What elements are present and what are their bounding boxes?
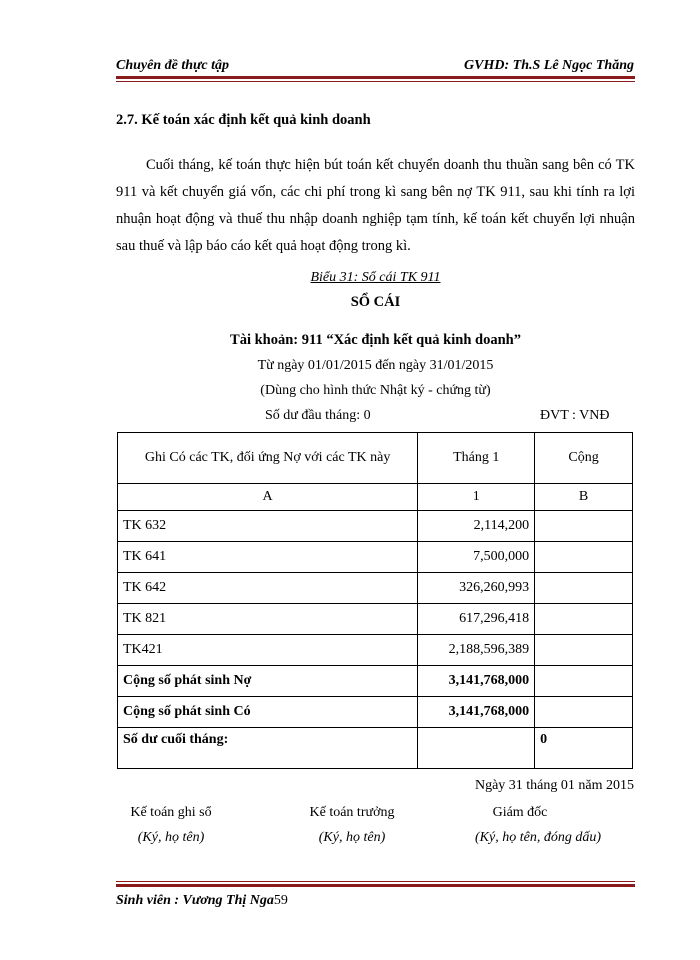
closing-balance-label: Số dư cuối tháng: [118, 728, 418, 769]
closing-balance-row [118, 728, 633, 769]
footer-rule-thin [116, 881, 635, 882]
ledger-period: Từ ngày 01/01/2015 đến ngày 31/01/2015 [257, 358, 494, 373]
table-row [118, 635, 633, 666]
row-total [535, 573, 633, 604]
row-account: TK421 [118, 635, 418, 666]
total-debit-month1: 3,141,768,000 [418, 666, 535, 697]
total-debit-row [118, 666, 633, 697]
signature-note-director: (Ký, họ tên, đóng dấu) [475, 830, 601, 845]
total-credit-label: Cộng số phát sinh Có [118, 697, 418, 728]
table-header-row [118, 433, 633, 484]
section-title: 2.7. Kế toán xác định kết quả kinh doanh [116, 112, 371, 128]
ledger-table [117, 432, 633, 769]
ledger-caption: Biểu 31: Sổ cái TK 911 [310, 270, 441, 285]
row-total [535, 604, 633, 635]
column-header-accounts: Ghi Có các TK, đối ứng Nợ với các TK này [118, 433, 418, 484]
header-rule-thick [116, 76, 635, 79]
row-month1: 7,500,000 [418, 542, 535, 573]
signature-title-director: Giám đốc [492, 805, 548, 820]
table-row [118, 573, 633, 604]
total-debit-total [535, 666, 633, 697]
ledger-title: SỔ CÁI [350, 294, 401, 310]
total-credit-row [118, 697, 633, 728]
table-row [118, 511, 633, 542]
ledger-account: Tài khoản: 911 “Xác định kết quả kinh doanh” [230, 332, 521, 348]
row-total [535, 635, 633, 666]
header-rule-thin [116, 81, 635, 82]
signature-note-bookkeeper: (Ký, họ tên) [137, 830, 205, 845]
row-month1: 2,188,596,389 [418, 635, 535, 666]
row-account: TK 641 [118, 542, 418, 573]
row-total [535, 542, 633, 573]
page-number: 59 [273, 893, 288, 908]
row-account: TK 821 [118, 604, 418, 635]
signature-note-chief-accountant: (Ký, họ tên) [318, 830, 386, 845]
unit-label: ĐVT : VNĐ [540, 408, 610, 423]
footer-rule-thick [116, 884, 635, 887]
total-debit-label: Cộng số phát sinh Nợ [118, 666, 418, 697]
total-credit-total [535, 697, 633, 728]
closing-balance-total: 0 [535, 728, 633, 769]
date-line: Ngày 31 tháng 01 năm 2015 [474, 778, 634, 793]
row-account: TK 632 [118, 511, 418, 542]
total-credit-month1: 3,141,768,000 [418, 697, 535, 728]
body-paragraph: Cuối tháng, kế toán thực hiện bút toán kết chuyển doanh thu thuần sang bên có TK 911 và kết chuyển giá vốn, các chi phí trong kì sang bên nợ TK 911, sau khi tính ra lợi nhuận hoạt động và thuế thu nhập doanh nghiệp tạm tính, kế toán kết chuyển lợi nhuận sau thuế và lập báo cáo kết quả hoạt động trong kì. [116, 157, 635, 254]
ledger-form: (Dùng cho hình thức Nhật ký - chứng từ) [260, 383, 491, 398]
footer-student: Sinh viên : Vương Thị Nga [116, 893, 274, 908]
row-account: TK 642 [118, 573, 418, 604]
row-month1: 326,260,993 [418, 573, 535, 604]
signature-title-bookkeeper: Kế toán ghi sổ [130, 805, 212, 820]
row-month1: 617,296,418 [418, 604, 535, 635]
column-code: 1 [418, 484, 535, 511]
closing-balance-month1 [418, 728, 535, 769]
table-row [118, 604, 633, 635]
opening-balance: Số dư đầu tháng: 0 [265, 408, 371, 423]
column-code: A [118, 484, 418, 511]
header-left: Chuyên đề thực tập [116, 58, 230, 73]
signature-title-chief-accountant: Kế toán trưởng [309, 805, 395, 820]
column-header-total: Cộng [535, 433, 633, 484]
row-total [535, 511, 633, 542]
table-row [118, 542, 633, 573]
column-header-month: Tháng 1 [418, 433, 535, 484]
column-code: B [535, 484, 633, 511]
footer [116, 893, 288, 909]
header-right: GVHD: Th.S Lê Ngọc Thăng [464, 58, 634, 73]
row-month1: 2,114,200 [418, 511, 535, 542]
table-code-row [118, 484, 633, 511]
